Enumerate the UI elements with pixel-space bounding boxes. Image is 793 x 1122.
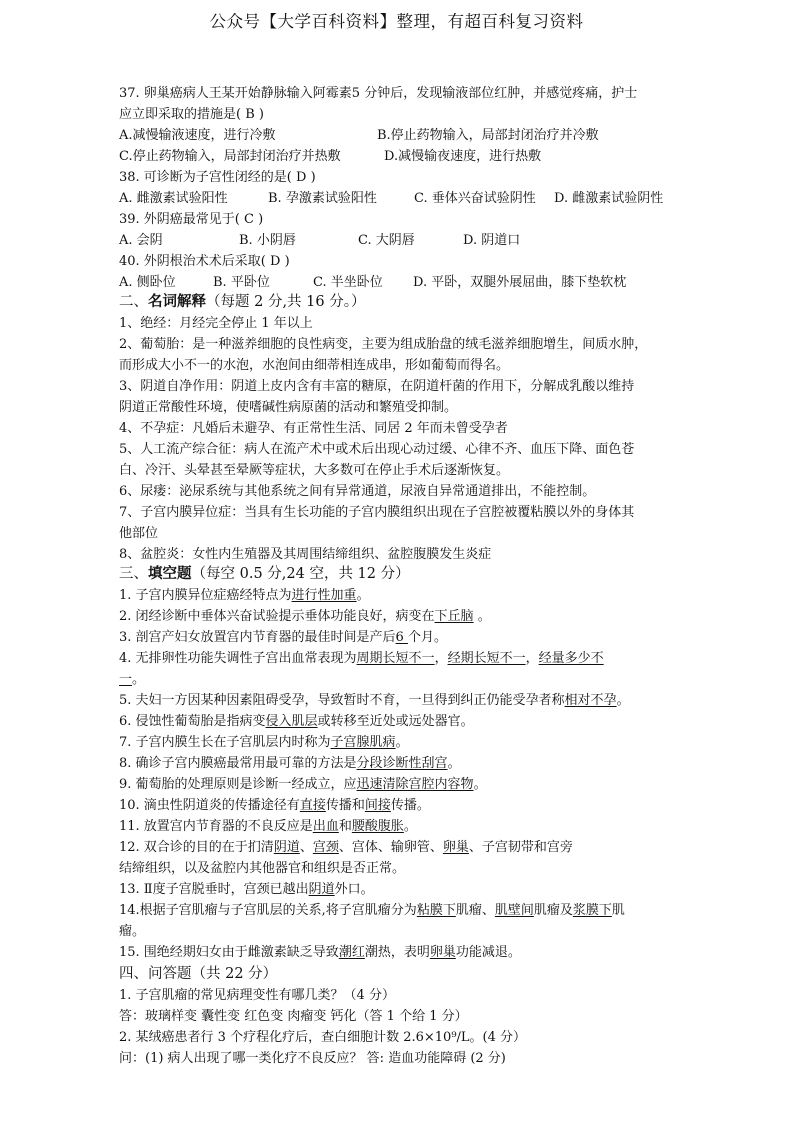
option-b: B.停止药物输入，局部封闭治疗并冷敷 <box>377 128 599 143</box>
qa-question-2: 2. 某绒癌患者行 3 个疗程化疗后，查白细胞计数 2.6×10⁹/L。(4 分） <box>119 1030 527 1045</box>
fill-answer: 腰酸腹胀 <box>351 819 404 834</box>
section-3-heading <box>119 566 410 582</box>
section-4-heading: 四、问答题（共 22 分） <box>119 966 278 982</box>
fill-item-5: 5. 夫妇一方因某种因素阻碍受孕，导致暂时不育，一旦得到纠正仍能受孕者称相对不孕。 <box>119 693 630 708</box>
fill-item-3: 3. 剖宫产妇女放置宫内节育器的最佳时间是产后6 个月。 <box>119 630 447 645</box>
term-line: 1、绝经：月经完全停止 1 年以上 <box>119 316 313 331</box>
fill-answer: 粘膜下 <box>416 903 456 918</box>
fill-answer: 相对不孕 <box>564 693 617 708</box>
fill-item-15: 15. 围绝经期妇女由于雌激素缺乏导致潮红潮热，表明卵巢功能减退。 <box>119 945 521 960</box>
question-39-stem: 39. 外阴癌最常见于( C ) <box>119 212 264 227</box>
option-d: D. 平卧，双腿外展屈曲，膝下垫软枕 <box>413 275 627 290</box>
term-line: 5、人工流产综合征：病人在流产术中或术后出现心动过缓、心律不齐、血压下降、面色苍 <box>119 442 635 457</box>
fill-item-8: 8. 确诊子宫内膜癌最常用最可靠的方法是分段诊断性刮宫。 <box>119 756 461 771</box>
section-number: 二、 <box>119 294 148 310</box>
question-37-options-cd <box>119 149 541 165</box>
fill-item-12-cont: 结缔组织，以及盆腔内其他器官和组织是否正常。 <box>119 861 406 876</box>
question-37-options-ab <box>119 128 599 144</box>
term-line: 7、子宫内膜异位症：当具有生长功能的子宫内膜组织出现在子宫腔被覆粘膜以外的身体其 <box>119 505 635 520</box>
fill-answer: 分段诊断性刮宫 <box>356 756 448 771</box>
term-line: 白、冷汗、头晕甚至晕厥等症状，大多数可在停止手术后逐渐恢复。 <box>119 463 510 478</box>
fill-item-4: 4. 无排卵性功能失调性子宫出血常表现为周期长短不一，经期长短不一，经量多少不 <box>119 651 604 666</box>
term-line: 8、盆腔炎：女性内生殖器及其周围结缔组织、盆腔腹膜发生炎症 <box>119 547 492 562</box>
option-a: A.减慢输液速度，进行冷敷 <box>119 128 276 143</box>
question-37-stem-cont: 应立即采取的措施是( B ) <box>119 107 264 122</box>
fill-item-13: 13. Ⅱ度子宫脱垂时，宫颈已越出阴道外口。 <box>119 882 374 897</box>
term-line: 阴道正常酸性环境，使嗜碱性病原菌的活动和繁殖受抑制。 <box>119 400 458 415</box>
fill-answer: 直接 <box>299 798 326 813</box>
fill-answer: 迅速清除宫腔内容物 <box>356 777 474 792</box>
fill-answer: 阴道 <box>308 882 335 897</box>
fill-answer: 一 <box>119 672 133 687</box>
fill-item-11: 11. 放置宫内节育器的不良反应是出血和腰酸腹胀。 <box>119 819 417 834</box>
section-title: 填空题 <box>148 565 192 582</box>
option-a: A. 侧卧位 <box>119 275 176 290</box>
fill-answer: 侵入肌层 <box>265 714 318 729</box>
option-a: A. 雌激素试验阳性 <box>119 191 228 206</box>
fill-answer: 卵巢 <box>442 840 469 855</box>
option-d: D. 阴道口 <box>463 233 521 248</box>
term-line: 2、葡萄胎：是一种滋养细胞的良性病变，主要为组成胎盘的绒毛滋养细胞增生，间质水肿， <box>119 337 648 352</box>
fill-answer: 肌壁间 <box>494 903 534 918</box>
option-b: B. 孕激素试验阳性 <box>268 191 377 206</box>
fill-answer: 子宫腺肌病 <box>330 735 396 750</box>
fill-answer: 卵巢 <box>429 945 456 960</box>
option-c: C.停止药物输入，局部封闭治疗并热敷 <box>119 149 341 164</box>
section-title: 名词解释 <box>148 293 206 310</box>
fill-answer: 潮红 <box>338 945 365 960</box>
fill-item-14: 14.根据子宫肌瘤与子宫肌层的关系,将子宫肌瘤分为粘膜下肌瘤、肌壁间肌瘤及浆膜下肌 <box>119 903 625 918</box>
fill-item-14-cont: 瘤。 <box>119 924 146 939</box>
fill-item-1: 1. 子宫内膜异位症癌经特点为进行性加重。 <box>119 588 370 603</box>
fill-answer: 间接 <box>364 798 391 813</box>
fill-item-7: 7. 子宫内膜生长在子宫肌层内时称为子宫腺肌病。 <box>119 735 409 750</box>
fill-answer: 周期长短不一 <box>356 651 435 666</box>
option-c: C. 垂体兴奋试验阴性 <box>414 191 536 206</box>
term-line: 3、阴道自净作用：阴道上皮内含有丰富的糖原，在阴道杆菌的作用下，分解成乳酸以维持 <box>119 379 635 394</box>
fill-answer: 宫颈 <box>312 840 339 855</box>
fill-answer: 经量多少不 <box>538 651 604 666</box>
fill-item-9: 9. 葡萄胎的处理原则是诊断一经成立，应迅速清除宫腔内容物。 <box>119 777 487 792</box>
fill-item-12: 12. 双合诊的目的在于扪清阴道、宫颈、宫体、输卵管、卵巢、子宫韧带和宫旁 <box>119 840 573 855</box>
fill-item-10: 10. 滴虫性阴道炎的传播途径有直接传播和间接传播。 <box>119 798 430 813</box>
question-40-stem: 40. 外阴根治术术后采取( D ) <box>119 254 290 269</box>
page-header: 公众号【大学百科资料】整理，有超百科复习资料 <box>209 12 584 31</box>
fill-answer: 6 <box>395 630 408 645</box>
fill-answer: 经期长短不一 <box>447 651 526 666</box>
option-b: B. 小阴唇 <box>239 233 296 248</box>
fill-answer: 浆膜下 <box>572 903 612 918</box>
term-line: 4、不孕症：凡婚后未避孕、有正常性生活、同居 2 年而未曾受孕者 <box>119 421 508 436</box>
term-line: 而形成大小不一的水泡，水泡间由细蒂相连成串，形如葡萄而得名。 <box>119 358 510 373</box>
question-37-stem: 37. 卵巢癌病人王某开始静脉输入阿霉素5 分钟后，发现输液部位红肿，并感觉疼痛，护士 <box>119 86 638 101</box>
qa-question-2-sub: 问：(1) 病人出现了哪一类化疗不良反应？ 答: 造血功能障碍 (2 分) <box>119 1051 506 1066</box>
section-number: 三、 <box>119 566 148 582</box>
fill-item-2: 2. 闭经诊断中垂体兴奋试验提示垂体功能良好，病变在下丘脑 。 <box>119 609 491 624</box>
option-c: C. 大阴唇 <box>358 233 415 248</box>
option-d: D.减慢输夜速度，进行热敷 <box>384 149 542 164</box>
question-38-stem: 38. 可诊断为子宫性闭经的是( D ) <box>119 170 316 185</box>
question-38-options <box>119 191 663 207</box>
section-note: （每空 0.5 分,24 空，共 12 分） <box>191 566 410 582</box>
question-40-options <box>119 275 626 291</box>
fill-answer: 下丘脑 <box>434 609 474 624</box>
qa-question-1: 1. 子宫肌瘤的常见病理变性有哪几类？（4 分） <box>119 988 395 1003</box>
term-line: 6、尿瘘：泌尿系统与其他系统之间有异常通道，尿液自异常通道排出，不能控制。 <box>119 484 596 499</box>
section-note: （每题 2 分,共 16 分。） <box>206 294 366 310</box>
term-line: 他部位 <box>119 526 159 541</box>
fill-item-4-cont: 一。 <box>119 672 146 687</box>
section-2-heading <box>119 294 365 310</box>
fill-answer: 进行性加重 <box>291 588 357 603</box>
fill-answer: 出血 <box>312 819 339 834</box>
qa-answer-1: 答：玻璃样变 囊性变 红色变 肉瘤变 钙化（答 1 个给 1 分） <box>119 1009 468 1024</box>
option-b: B. 平卧位 <box>213 275 270 290</box>
fill-answer: 阴道 <box>273 840 300 855</box>
question-39-options <box>119 233 520 249</box>
option-a: A. 会阴 <box>119 233 163 248</box>
option-c: C. 半坐卧位 <box>313 275 383 290</box>
fill-item-6: 6. 侵蚀性葡萄胎是指病变侵入肌层或转移至近处或远处器官。 <box>119 714 474 729</box>
option-d: D. 雌激素试验阴性 <box>554 191 664 206</box>
